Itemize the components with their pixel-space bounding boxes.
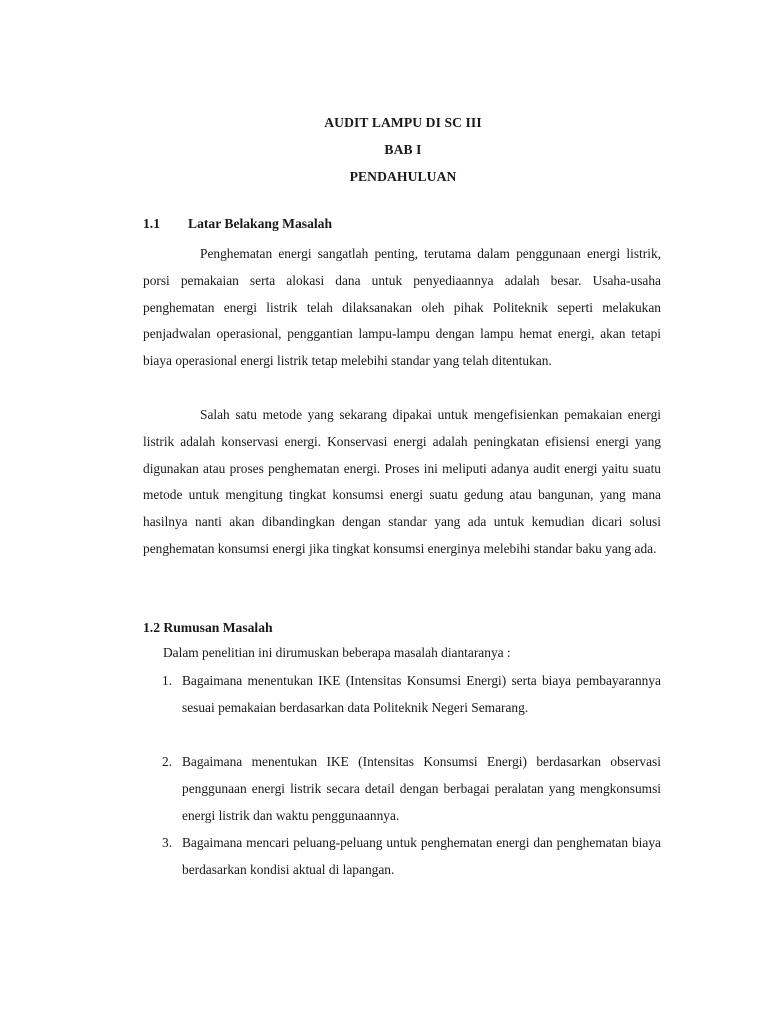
section-1-1-heading [143, 216, 332, 232]
title-block [0, 109, 768, 190]
list-marker: 1. [162, 673, 173, 688]
list-item-text: Bagaimana menentukan IKE (Intensitas Konsumsi Energi) berdasarkan observasi penggunaan energi listrik secara detail dengan berbagai peralatan yang mengkonsumsi energi listrik dan waktu penggunaannya. [182, 754, 661, 823]
list-intro: Dalam penelitian ini dirumuskan beberapa masalah diantaranya : [163, 645, 511, 660]
chapter-title: PENDAHULUAN [349, 169, 457, 184]
list-item-text: Bagaimana menentukan IKE (Intensitas Konsumsi Energi) serta biaya pembayarannya sesuai pemakaian berdasarkan data Politeknik Negeri Semarang. [182, 673, 661, 715]
list-item [162, 830, 661, 884]
list-item [162, 668, 661, 722]
chapter-label: BAB I [384, 142, 422, 157]
paragraph-text: Salah satu metode yang sekarang dipakai untuk mengefisienkan pemakaian energi listrik adalah konservasi energi. Konservasi energi adalah peningkatan efisiensi energi yang digunakan atau proses penghematan energi. Proses ini meliputi adanya audit energi yaitu suatu metode untuk mengitung tingkat konsumsi energi suatu gedung atau bangunan, yang mana hasilnya nanti akan dibandingkan dengan standar yang ada untuk kemudian dicari solusi penghematan konsumsi energi jika tingkat konsumsi energinya melebihi standar baku yang ada. [143, 407, 661, 556]
list-marker: 3. [162, 835, 173, 850]
section-number: 1.1 [143, 216, 160, 231]
list-marker: 2. [162, 754, 173, 769]
list-item-text: Bagaimana mencari peluang-peluang untuk penghematan energi dan penghematan biaya berdasarkan kondisi aktual di lapangan. [182, 835, 661, 877]
section-1-2-heading: 1.2 Rumusan Masalah [143, 620, 273, 635]
document-title: AUDIT LAMPU DI SC III [324, 115, 482, 130]
paragraph-text: Penghematan energi sangatlah penting, terutama dalam penggunaan energi listrik, porsi pemakaian serta alokasi dana untuk penyediaannya adalah besar. Usaha-usaha penghematan energi listrik telah dilaksanakan oleh pihak Politeknik seperti melakukan penjadwalan operasional, penggantian lampu-lampu dengan lampu hemat energi, akan tetapi biaya operasional energi listrik tetap melebihi standar yang telah ditentukan. [143, 246, 661, 369]
paragraph-2 [143, 402, 661, 563]
list-item [162, 749, 661, 829]
paragraph-1 [143, 241, 661, 375]
section-title: Latar Belakang Masalah [188, 216, 333, 231]
